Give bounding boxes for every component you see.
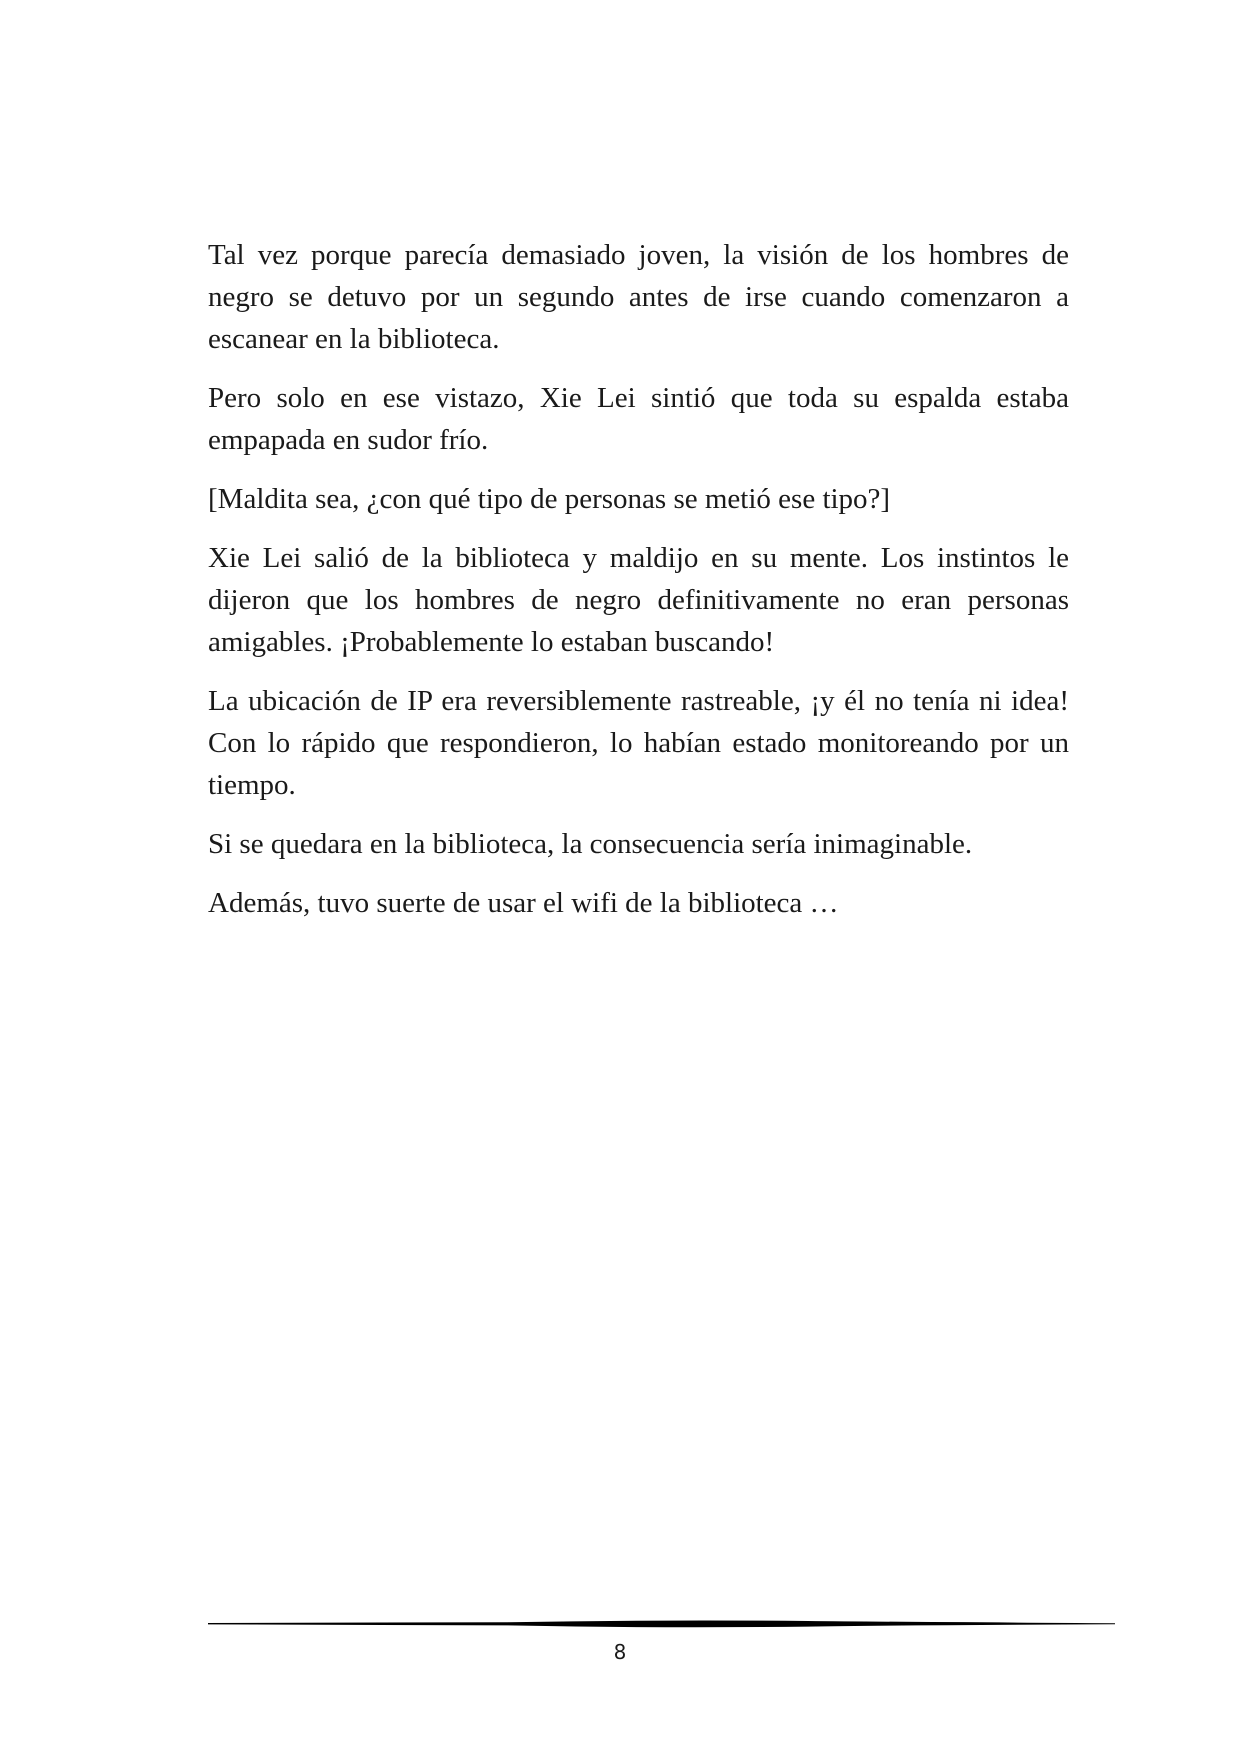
paragraph-7: Además, tuvo suerte de usar el wifi de la biblioteca … — [208, 887, 839, 919]
footer-divider — [208, 1618, 1115, 1630]
paragraph-6: Si se quedara en la biblioteca, la consecuencia sería inimaginable. — [208, 828, 973, 860]
footer-divider-swash — [208, 1621, 1115, 1628]
page-number: 8 — [613, 1640, 627, 1664]
body-text — [208, 234, 1069, 941]
paragraph-5: La ubicación de IP era reversiblemente rastreable, ¡y él no tenía ni idea! Con lo rápido que respondieron, lo habían estado monitoreando por un tiempo. — [208, 685, 1069, 801]
paragraph-2: Pero solo en ese vistazo, Xie Lei sintió que toda su espalda estaba empapada en sudor frío. — [208, 382, 1069, 456]
paragraph-3: [Maldita sea, ¿con qué tipo de personas se metió ese tipo?] — [208, 483, 891, 515]
paragraph-1: Tal vez porque parecía demasiado joven, la visión de los hombres de negro se detuvo por un segundo antes de irse cuando comenzaron a escanear en la biblioteca. — [208, 239, 1069, 355]
paragraph-4: Xie Lei salió de la biblioteca y maldijo en su mente. Los instintos le dijeron que los hombres de negro definitivamente no eran personas amigables. ¡Probablemente lo estaban buscando! — [208, 542, 1069, 658]
